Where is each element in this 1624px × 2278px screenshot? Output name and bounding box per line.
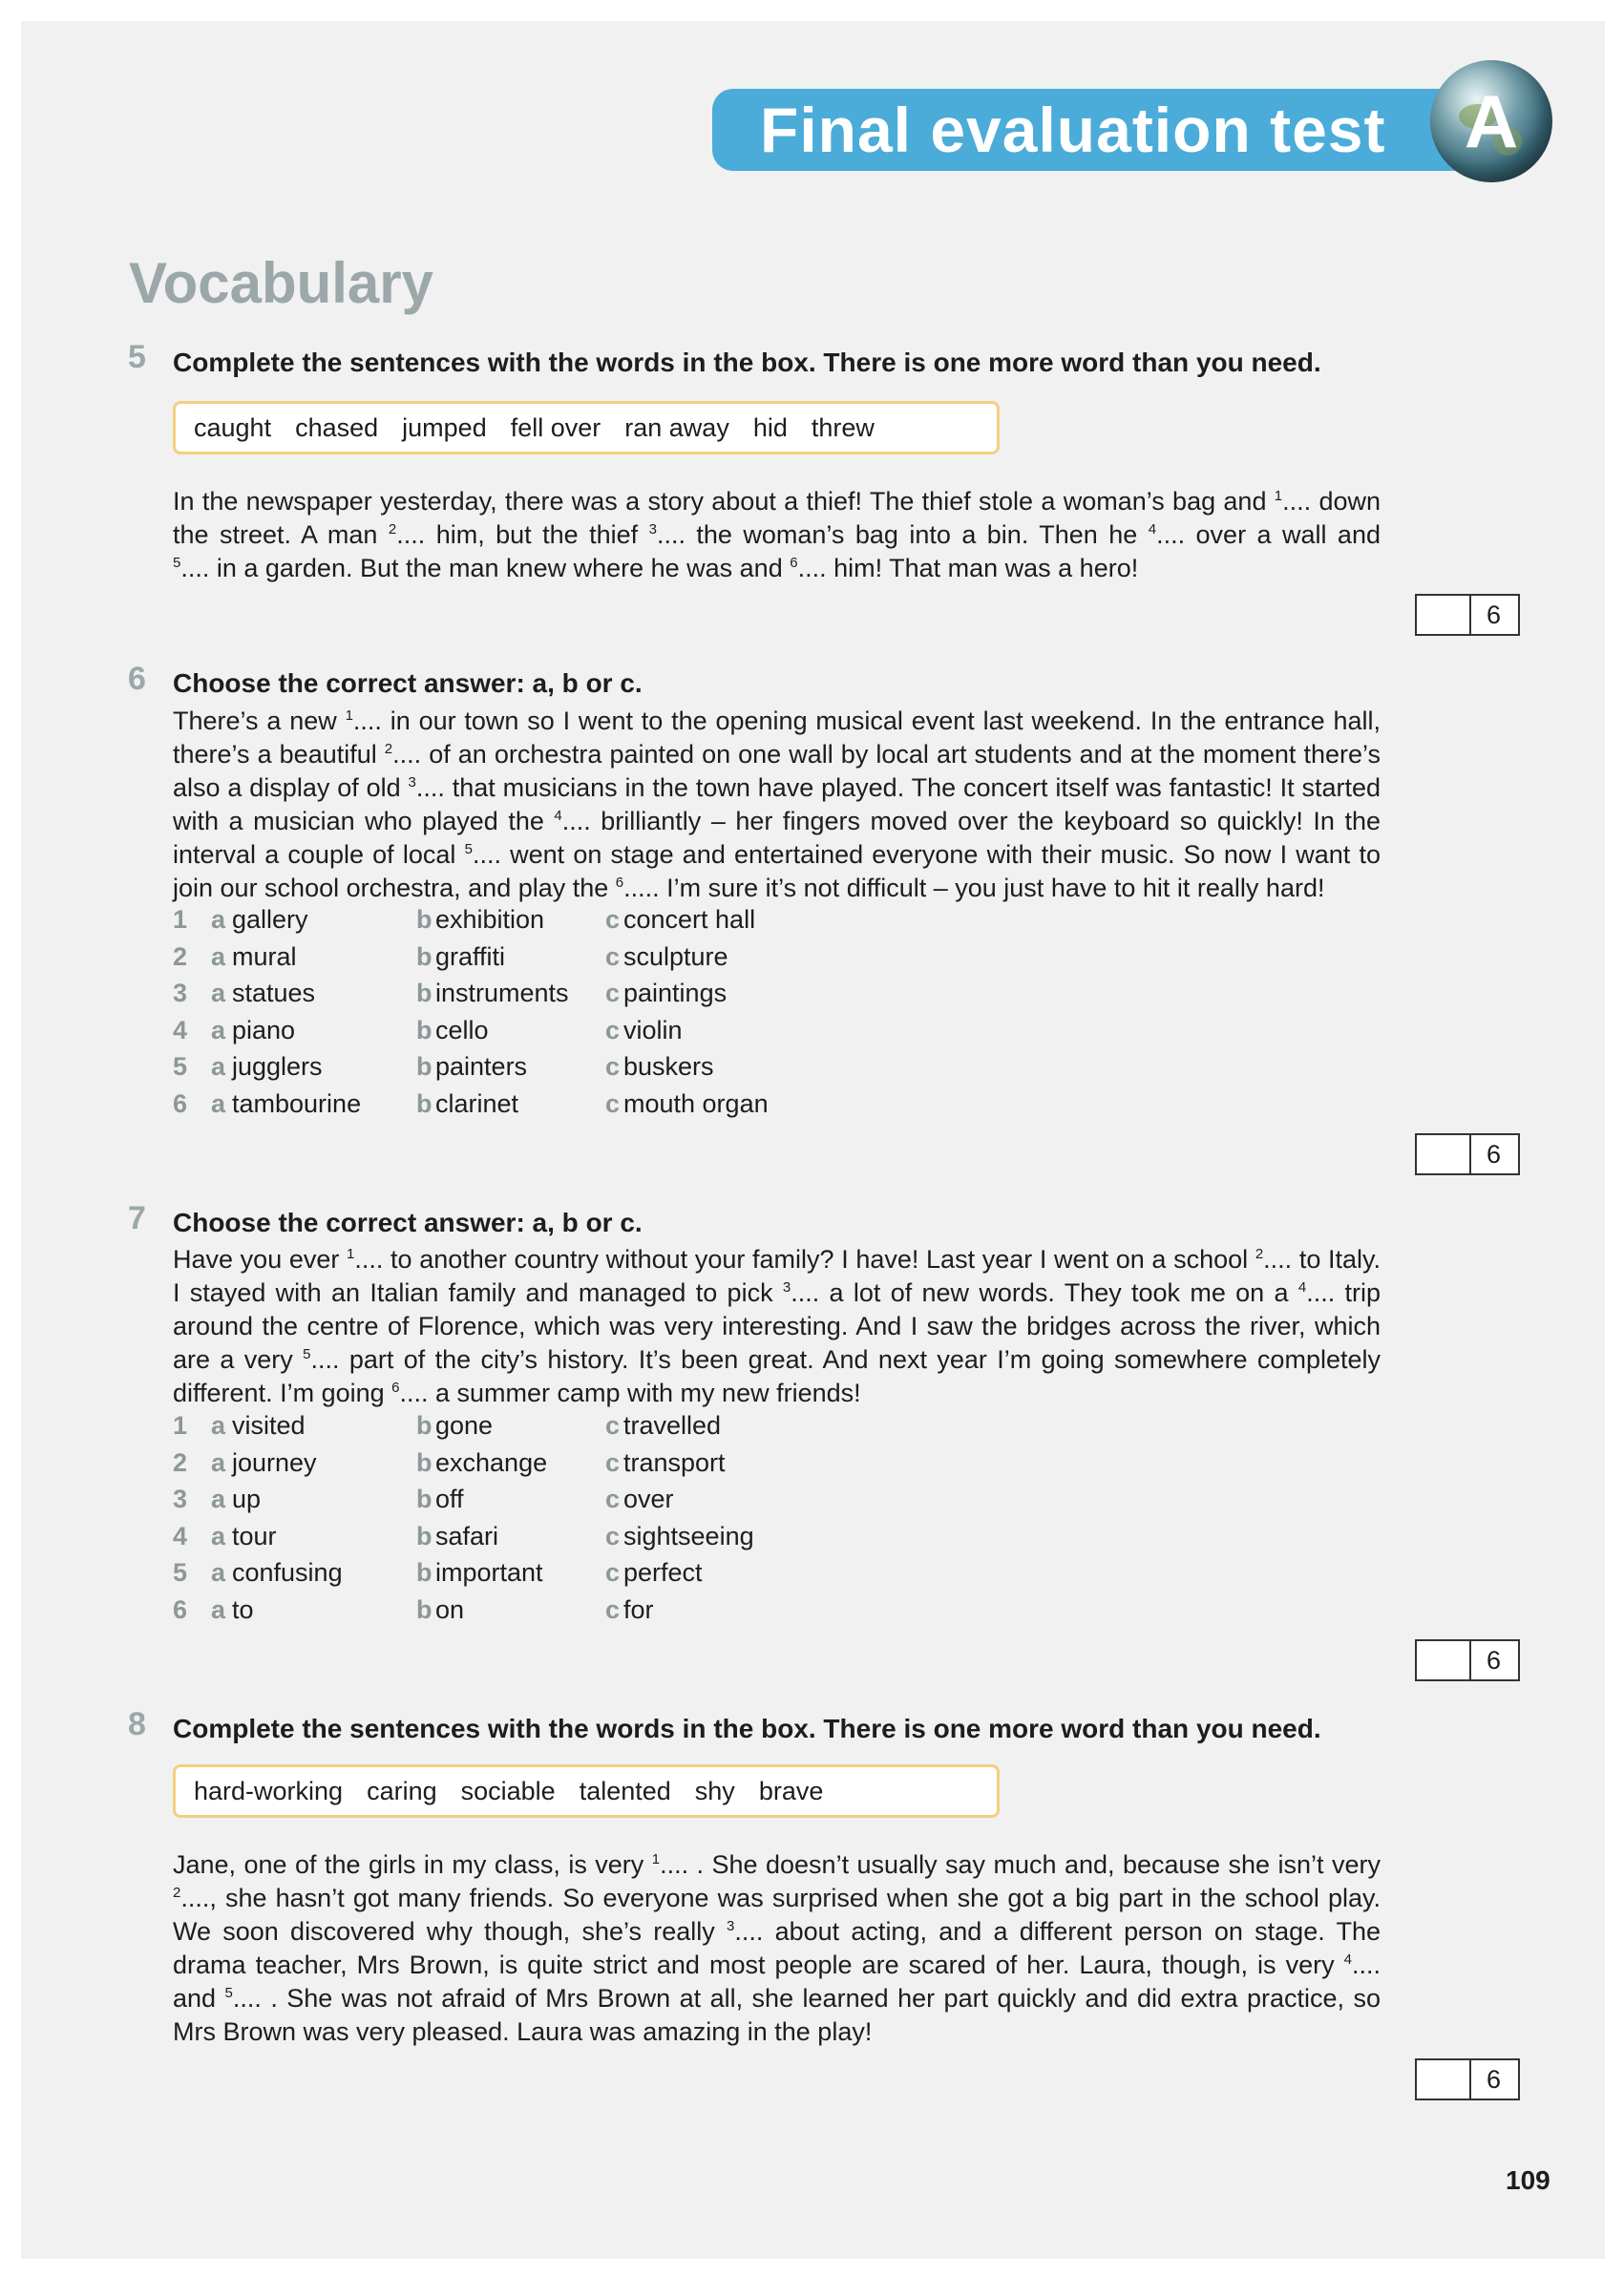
option-letter: b	[416, 1485, 432, 1514]
option-c[interactable]: violin	[623, 1015, 683, 1044]
gap-number: 1	[347, 1246, 355, 1262]
word-option: hard-working	[194, 1776, 344, 1805]
text-line	[173, 2015, 1381, 2049]
word-option: shy	[694, 1776, 735, 1805]
option-b[interactable]: graffiti	[435, 941, 506, 971]
score-box	[1415, 1639, 1520, 1681]
option-letter: b	[416, 979, 432, 1008]
option-letter: b	[416, 1558, 432, 1588]
text-segment: .... trip	[1306, 1278, 1381, 1307]
option-letter: b	[416, 1015, 432, 1044]
option-a[interactable]: piano	[232, 1015, 296, 1044]
test-version-letter: A	[1464, 79, 1519, 163]
option-letter: c	[605, 1015, 621, 1044]
option-b[interactable]: exhibition	[435, 905, 545, 934]
option-c[interactable]: transport	[623, 1447, 726, 1477]
text-segment: the street. A man	[173, 520, 389, 549]
option-letter: a	[211, 1015, 226, 1044]
text-line	[173, 872, 1381, 905]
word-option: jumped	[402, 412, 487, 442]
text-segment: .... him, but the thief	[396, 520, 649, 549]
text-line	[173, 1243, 1381, 1276]
gap-number: 2	[1255, 1246, 1264, 1262]
option-letter: b	[416, 1595, 432, 1624]
text-segment: Mrs Brown was very pleased. Laura was amazing in the play!	[173, 2017, 873, 2046]
text-segment: .... to another country without your family? I have! Last year I went on a school	[354, 1245, 1255, 1274]
score-input-cell[interactable]	[1417, 1641, 1471, 1679]
text-segment: join our school orchestra, and play the	[173, 874, 616, 902]
option-letter: a	[211, 1521, 226, 1550]
text-line	[173, 1982, 1381, 2015]
word-box	[173, 401, 1000, 454]
option-letter: c	[605, 1485, 621, 1514]
text-segment: .... down	[1282, 487, 1381, 516]
option-b[interactable]: cello	[435, 1015, 489, 1044]
text-line	[173, 838, 1381, 872]
option-b[interactable]: gone	[435, 1411, 494, 1440]
option-a[interactable]: confusing	[232, 1558, 343, 1588]
word-option: sociable	[460, 1776, 556, 1805]
word-option: caring	[367, 1776, 437, 1805]
text-segment: .... in our town so I went to the opening musical event last weekend. In the entrance hall,	[352, 707, 1381, 735]
option-a[interactable]: journey	[232, 1447, 317, 1477]
score-max: 6	[1486, 1140, 1502, 1169]
text-segment: Have you ever	[173, 1245, 348, 1274]
score-input-cell[interactable]	[1417, 1135, 1471, 1173]
gap-number: 4	[1297, 1279, 1307, 1296]
score-input-cell[interactable]	[1417, 596, 1471, 634]
option-letter: c	[605, 1089, 621, 1118]
option-letter: b	[416, 941, 432, 971]
exercise-number: 8	[128, 1706, 146, 1742]
option-c[interactable]: sculpture	[623, 941, 728, 971]
text-line	[173, 1276, 1381, 1310]
text-segment: In the newspaper yesterday, there was a story about a thief! The thief stole a woman’s bag and	[173, 487, 1275, 516]
option-number: 4	[173, 1015, 188, 1044]
text-line	[173, 1949, 1381, 1982]
text-line	[173, 1848, 1381, 1882]
option-letter: b	[416, 1089, 432, 1118]
text-segment: and	[173, 1984, 225, 2013]
score-box	[1415, 1133, 1520, 1175]
text-line	[173, 1343, 1381, 1377]
text-segment: are a very	[173, 1345, 304, 1374]
option-letter: a	[211, 1485, 226, 1514]
word-option: talented	[579, 1776, 671, 1805]
exercise-number: 7	[128, 1200, 146, 1236]
option-letter: a	[211, 1447, 226, 1477]
gap-number: 2	[173, 1885, 181, 1901]
option-c[interactable]: over	[623, 1485, 674, 1514]
option-letter: b	[416, 905, 432, 934]
gap-number: 3	[408, 774, 416, 791]
gap-number: 2	[384, 741, 393, 757]
option-letter: a	[211, 905, 226, 934]
word-option: ran away	[624, 412, 729, 442]
text-line	[173, 518, 1381, 552]
text-line	[173, 805, 1381, 838]
text-segment: ....	[1351, 1951, 1381, 1979]
score-box	[1415, 2058, 1520, 2100]
text-segment: There’s a new	[173, 707, 346, 735]
exercise-instruction: Choose the correct answer: a, b or c.	[173, 1208, 643, 1237]
option-letter: c	[605, 1447, 621, 1477]
text-line	[173, 1915, 1381, 1949]
option-c[interactable]: buskers	[623, 1052, 714, 1082]
gap-number: 4	[554, 808, 562, 824]
text-segment: .... . She was not afraid of Mrs Brown at all, she learned her part quickly and did extra practice, so	[232, 1984, 1381, 2013]
option-letter: c	[605, 1558, 621, 1588]
text-line	[173, 771, 1381, 805]
text-line	[173, 552, 1381, 585]
text-segment: .... over a wall and	[1156, 520, 1381, 549]
option-b[interactable]: painters	[435, 1052, 528, 1082]
exercise-text	[173, 485, 1381, 585]
option-letter: c	[605, 941, 621, 971]
option-a[interactable]: visited	[232, 1411, 306, 1440]
text-segment: with a musician who played the	[173, 807, 555, 835]
text-segment: .... . She doesn’t usually say much and, because she isn’t very	[660, 1850, 1381, 1879]
option-b[interactable]: safari	[435, 1521, 499, 1550]
text-segment: ..... I’m sure it’s not difficult – you just have to hit it really hard!	[623, 874, 1325, 902]
option-c[interactable]: paintings	[623, 979, 728, 1008]
option-a[interactable]: tour	[232, 1521, 277, 1550]
option-a[interactable]: up	[232, 1485, 262, 1514]
exercise-instruction: Choose the correct answer: a, b or c.	[173, 668, 643, 698]
gap-number: 5	[173, 555, 181, 571]
option-number: 6	[173, 1595, 188, 1624]
option-number: 5	[173, 1558, 188, 1588]
option-a[interactable]: gallery	[232, 905, 308, 934]
option-c[interactable]: for	[623, 1595, 654, 1624]
gap-number: 3	[782, 1279, 791, 1296]
option-letter: c	[605, 1052, 621, 1082]
option-letter: c	[605, 905, 621, 934]
option-letter: c	[605, 1411, 621, 1440]
option-letter: b	[416, 1411, 432, 1440]
option-number: 4	[173, 1521, 188, 1550]
gap-number: 5	[464, 841, 473, 857]
option-number: 5	[173, 1052, 188, 1082]
word-box	[173, 1764, 1000, 1818]
gap-number: 4	[1148, 521, 1157, 538]
text-segment: I stayed with an Italian family and managed to pick	[173, 1278, 783, 1307]
option-letter: a	[211, 1595, 226, 1624]
option-b[interactable]: clarinet	[435, 1089, 519, 1118]
option-a[interactable]: tambourine	[232, 1089, 362, 1118]
gap-number: 6	[615, 875, 624, 891]
option-letter: a	[211, 1052, 226, 1082]
option-b[interactable]: exchange	[435, 1447, 548, 1477]
option-number: 3	[173, 1485, 188, 1514]
option-b[interactable]: on	[435, 1595, 465, 1624]
option-number: 1	[173, 905, 188, 934]
text-line	[173, 705, 1381, 738]
page-title: Final evaluation test	[760, 95, 1386, 165]
gap-number: 2	[388, 521, 397, 538]
text-line	[173, 1377, 1381, 1410]
section-title: Vocabulary	[129, 251, 434, 315]
gap-number: 6	[790, 555, 798, 571]
word-option: fell over	[510, 412, 601, 442]
exercise-instruction: Complete the sentences with the words in the box. There is one more word than you need.	[173, 348, 1321, 377]
text-segment: .... part of the city’s history. It’s been great. And next year I’m going somewhere completely	[310, 1345, 1381, 1374]
text-segment: also a display of old	[173, 773, 409, 802]
option-letter: a	[211, 979, 226, 1008]
gap-number: 5	[224, 1985, 233, 2001]
option-b[interactable]: instruments	[435, 979, 569, 1008]
option-a[interactable]: to	[232, 1595, 254, 1624]
exercise-instruction: Complete the sentences with the words in the box. There is one more word than you need.	[173, 1714, 1321, 1743]
text-segment: .... the woman’s bag into a bin. Then he	[656, 520, 1149, 549]
word-option: caught	[194, 412, 272, 442]
option-letter: b	[416, 1521, 432, 1550]
option-number: 1	[173, 1411, 188, 1440]
option-c[interactable]: travelled	[623, 1411, 722, 1440]
text-segment: .... brilliantly – her fingers moved over the keyboard so quickly! In the	[561, 807, 1381, 835]
text-line	[173, 1310, 1381, 1343]
gap-number: 3	[648, 521, 657, 538]
text-segment: .... of an orchestra painted on one wall by local art students and at the moment there’s	[392, 740, 1381, 769]
option-letter: a	[211, 1558, 226, 1588]
gap-number: 3	[727, 1918, 735, 1934]
option-b[interactable]: important	[435, 1558, 543, 1588]
option-c[interactable]: sightseeing	[623, 1521, 754, 1550]
word-option: brave	[758, 1776, 824, 1805]
score-max: 6	[1486, 2065, 1502, 2094]
text-segment: Jane, one of the girls in my class, is very	[173, 1850, 652, 1879]
option-b[interactable]: off	[435, 1485, 464, 1514]
score-max: 6	[1486, 601, 1502, 629]
text-line	[173, 738, 1381, 771]
gap-number: 1	[651, 1851, 661, 1867]
option-a[interactable]: jugglers	[232, 1052, 323, 1082]
text-segment: different. I’m going	[173, 1379, 392, 1407]
text-line	[173, 1882, 1381, 1915]
gap-number: 4	[1343, 1951, 1352, 1968]
text-line	[173, 485, 1381, 518]
text-segment: .... went on stage and entertained everyone with their music. So now I want to	[472, 840, 1381, 869]
text-segment: around the centre of Florence, which was very interesting. And I saw the bridges across the river, which	[173, 1312, 1381, 1340]
text-segment: drama teacher, Mrs Brown, is quite strict and most people are scared of her. Laura, though, is very	[173, 1951, 1344, 1979]
text-segment: .... him! That man was a hero!	[797, 554, 1139, 582]
option-c[interactable]: concert hall	[623, 905, 756, 934]
option-letter: c	[605, 1521, 621, 1550]
text-segment: .... a lot of new words. They took me on a	[791, 1278, 1298, 1307]
option-a[interactable]: statues	[232, 979, 316, 1008]
exercise-number: 5	[128, 339, 146, 375]
option-letter: c	[605, 979, 621, 1008]
gap-number: 1	[1274, 488, 1283, 504]
gap-number: 6	[391, 1380, 400, 1396]
text-segment: .... that musicians in the town have played. The concert itself was fantastic! It started	[415, 773, 1381, 802]
word-option: threw	[811, 412, 875, 442]
text-segment: interval a couple of local	[173, 840, 465, 869]
option-letter: c	[605, 1595, 621, 1624]
text-segment: ...., she hasn’t got many friends. So everyone was surprised when she got a big part in the school play.	[180, 1884, 1381, 1912]
text-segment: .... to Italy.	[1263, 1245, 1381, 1274]
option-number: 2	[173, 941, 188, 971]
word-option: chased	[295, 412, 379, 442]
score-max: 6	[1486, 1646, 1502, 1675]
option-c[interactable]: perfect	[623, 1558, 703, 1588]
option-letter: b	[416, 1052, 432, 1082]
globe-badge-icon	[1430, 60, 1552, 182]
word-option: hid	[752, 412, 788, 442]
text-segment: there’s a beautiful	[173, 740, 385, 769]
gap-number: 1	[345, 707, 353, 724]
option-a[interactable]: mural	[232, 941, 297, 971]
page-number: 109	[1506, 2165, 1550, 2195]
text-segment: .... about acting, and a different person on stage. The	[734, 1917, 1381, 1946]
option-letter: a	[211, 941, 226, 971]
option-c[interactable]: mouth organ	[623, 1089, 769, 1118]
option-letter: a	[211, 1089, 226, 1118]
text-segment: We soon discovered why though, she’s really	[173, 1917, 728, 1946]
option-number: 2	[173, 1447, 188, 1477]
option-number: 6	[173, 1089, 188, 1118]
option-letter: a	[211, 1411, 226, 1440]
exercise-text	[173, 1848, 1381, 2049]
exercise-text	[173, 1243, 1381, 1410]
exercise-text	[173, 705, 1381, 905]
text-segment: .... a summer camp with my new friends!	[399, 1379, 861, 1407]
text-segment: .... in a garden. But the man knew where he was and	[180, 554, 791, 582]
score-box	[1415, 594, 1520, 636]
option-number: 3	[173, 979, 188, 1008]
exercise-number: 6	[128, 661, 146, 697]
score-input-cell[interactable]	[1417, 2060, 1471, 2099]
gap-number: 5	[303, 1346, 311, 1362]
option-letter: b	[416, 1447, 432, 1477]
